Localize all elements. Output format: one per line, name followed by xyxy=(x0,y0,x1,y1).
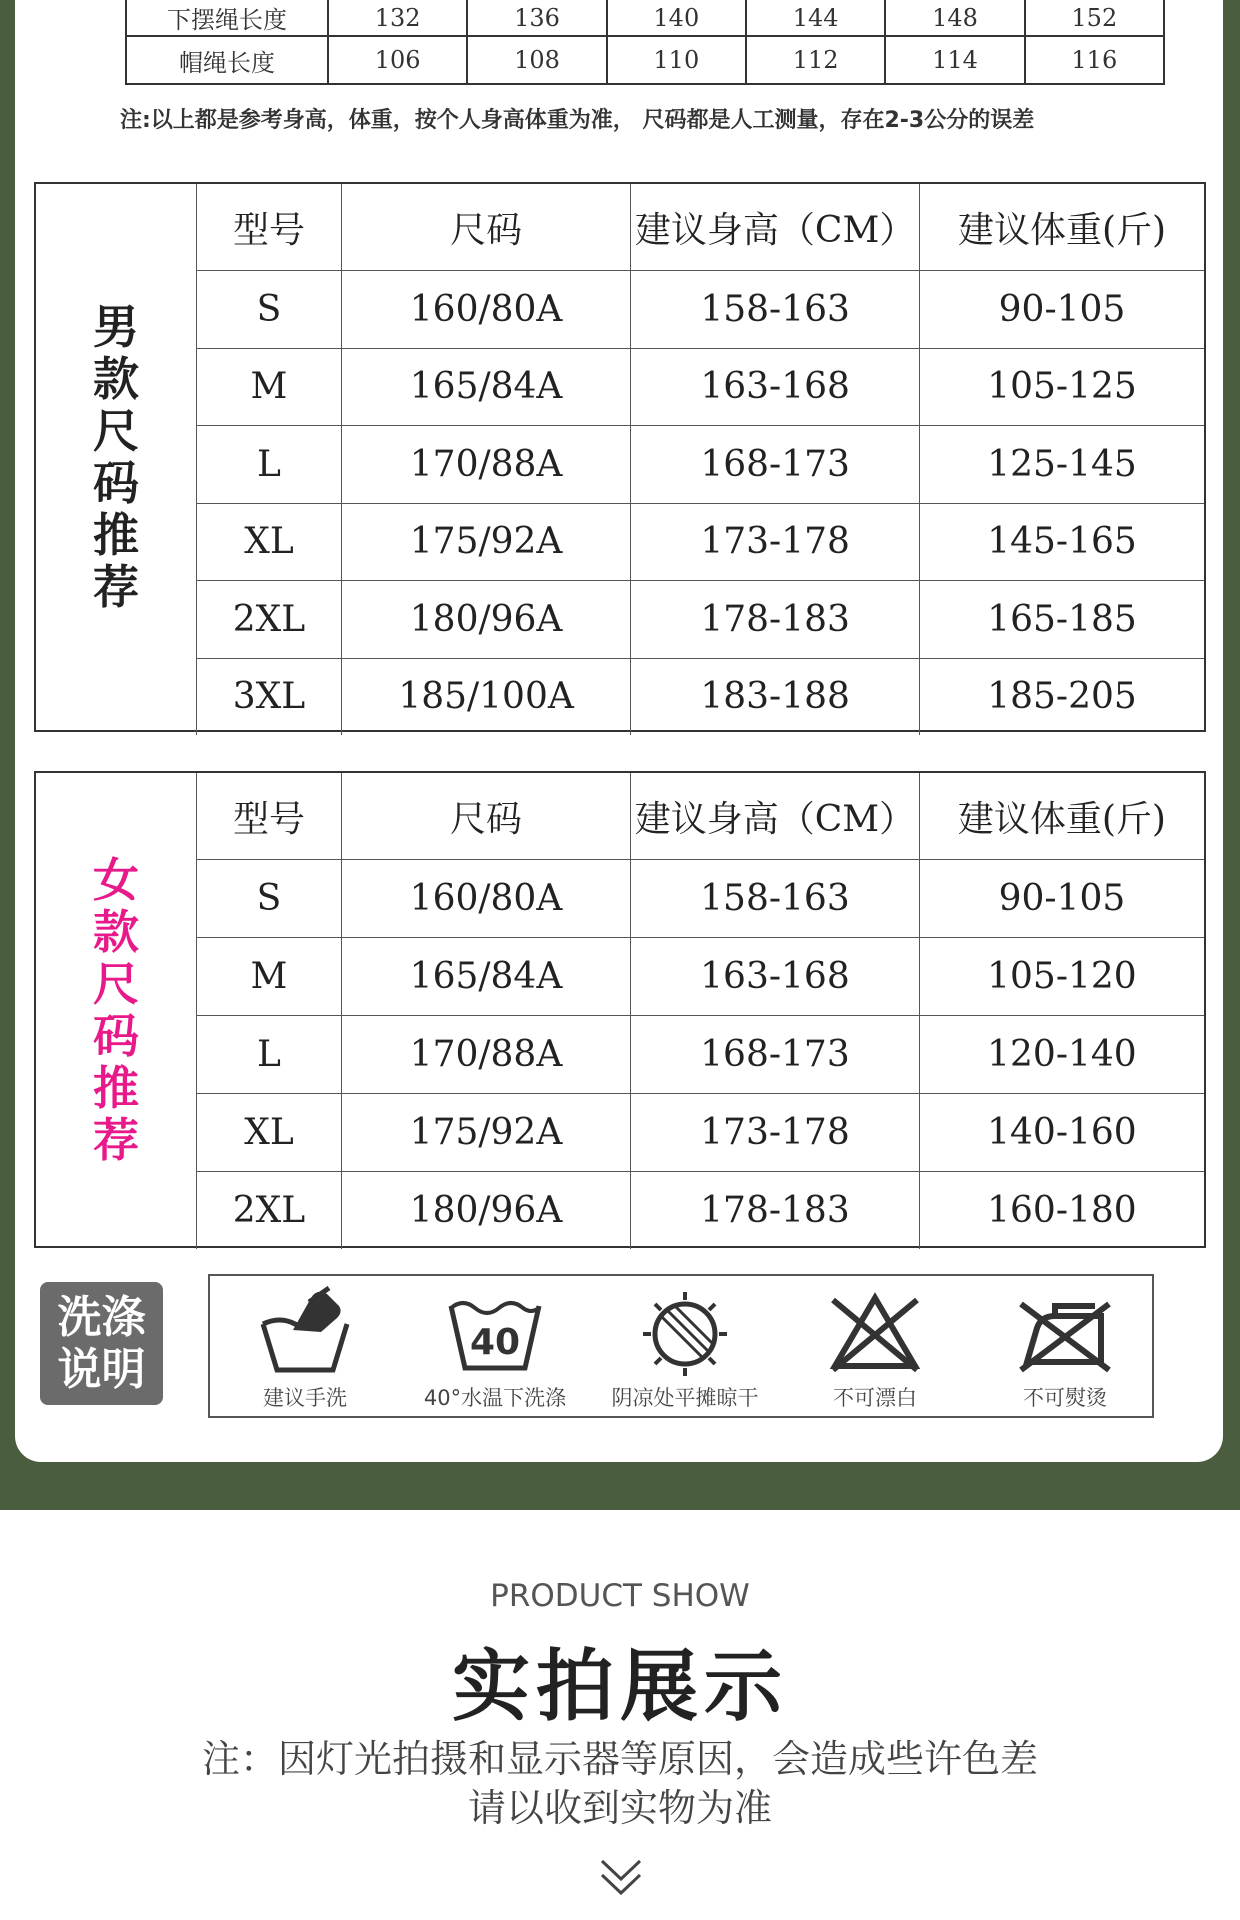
table-row xyxy=(126,0,1164,36)
men-size-block xyxy=(34,182,1206,732)
table-cell: 160/80A xyxy=(341,860,630,938)
title-char: 推 xyxy=(93,1060,139,1115)
table-cell: 158-163 xyxy=(631,860,920,938)
table-cell: 185-205 xyxy=(920,658,1205,735)
title-char: 码 xyxy=(93,1008,139,1063)
title-char: 码 xyxy=(93,456,139,510)
column-header: 建议身高（CM） xyxy=(631,773,920,860)
table-cell: S xyxy=(197,860,342,938)
column-header: 型号 xyxy=(197,184,342,271)
women-title-column xyxy=(36,773,196,1246)
care-item-no-iron xyxy=(970,1276,1160,1416)
table-header-row xyxy=(197,184,1205,271)
table-row xyxy=(197,658,1205,735)
table-cell: 185/100A xyxy=(341,658,630,735)
table-cell: 140-160 xyxy=(919,1094,1204,1172)
table-cell: 165/84A xyxy=(341,938,630,1016)
women-size-block xyxy=(34,771,1206,1248)
table-cell: 175/92A xyxy=(341,503,630,581)
table-cell: 160-180 xyxy=(919,1172,1204,1250)
table-cell: 140 xyxy=(607,0,746,36)
table-cell: 2XL xyxy=(197,581,342,659)
care-label: 40°水温下洗涤 xyxy=(423,1386,567,1410)
table-cell: 168-173 xyxy=(631,426,920,504)
table-cell: XL xyxy=(197,1094,342,1172)
table-row xyxy=(197,581,1205,659)
title-char: 荐 xyxy=(93,1112,139,1167)
wash-40-icon xyxy=(445,1286,545,1376)
care-badge-line: 说明 xyxy=(57,1343,146,1395)
table-cell: M xyxy=(197,938,342,1016)
table-cell: 183-188 xyxy=(631,658,920,735)
care-instructions-box xyxy=(208,1274,1154,1418)
care-label: 阴凉处平摊晾干 xyxy=(611,1386,759,1410)
table-cell: 2XL xyxy=(197,1172,342,1250)
table-cell: 178-183 xyxy=(631,1172,920,1250)
table-row xyxy=(197,1094,1205,1172)
title-char: 款 xyxy=(93,904,139,959)
table-cell: 132 xyxy=(328,0,467,36)
table-cell: XL xyxy=(197,503,342,581)
chevron-down-icon xyxy=(600,1857,642,1901)
shade-dry-icon xyxy=(635,1286,735,1376)
table-cell: 145-165 xyxy=(920,503,1205,581)
product-show-title: 实拍展示 xyxy=(451,1642,788,1732)
care-item-wash-40 xyxy=(400,1276,590,1416)
row-label: 帽绳长度 xyxy=(126,36,328,84)
wash-temp-number: 40 xyxy=(469,1322,521,1363)
title-char: 尺 xyxy=(93,956,139,1011)
table-cell: 90-105 xyxy=(920,271,1205,349)
measurement-note: 注:以上都是参考身高，体重，按个人身高体重为准， 尺码都是人工测量，存在2-3公分的误差 xyxy=(120,108,1035,133)
title-char: 尺 xyxy=(93,404,139,458)
table-cell: 160/80A xyxy=(341,271,630,349)
table-row xyxy=(197,1172,1205,1250)
column-header: 尺码 xyxy=(341,184,630,271)
table-cell: 173-178 xyxy=(631,1094,920,1172)
table-cell: L xyxy=(197,1016,342,1094)
table-cell: 170/88A xyxy=(341,1016,630,1094)
table-header-row xyxy=(197,773,1205,860)
care-item-no-bleach xyxy=(780,1276,970,1416)
table-row xyxy=(197,860,1205,938)
title-char: 推 xyxy=(93,508,139,562)
table-cell: 170/88A xyxy=(341,426,630,504)
table-cell: L xyxy=(197,426,342,504)
table-row xyxy=(197,503,1205,581)
table-cell: 148 xyxy=(885,0,1024,36)
column-header: 建议体重(斤) xyxy=(919,773,1204,860)
column-header: 尺码 xyxy=(341,773,630,860)
care-badge-line: 洗涤 xyxy=(57,1291,146,1343)
table-cell: 165/84A xyxy=(341,348,630,426)
table-cell: S xyxy=(197,271,342,349)
table-row xyxy=(197,348,1205,426)
table-cell: 163-168 xyxy=(631,938,920,1016)
table-cell: 180/96A xyxy=(341,581,630,659)
cord-length-table xyxy=(125,0,1165,85)
table-cell: 3XL xyxy=(197,658,342,735)
title-char: 女 xyxy=(93,852,139,907)
table-cell: 116 xyxy=(1025,36,1164,84)
care-label: 不可熨烫 xyxy=(1023,1386,1107,1410)
color-note-line2: 请以收到实物为准 xyxy=(467,1786,772,1830)
care-badge xyxy=(40,1282,163,1405)
table-cell: 168-173 xyxy=(631,1016,920,1094)
column-header: 建议身高（CM） xyxy=(631,184,920,271)
table-cell: 90-105 xyxy=(919,860,1204,938)
table-row xyxy=(197,426,1205,504)
table-cell: 110 xyxy=(607,36,746,84)
table-row xyxy=(197,1016,1205,1094)
table-cell: 178-183 xyxy=(631,581,920,659)
table-cell: 105-120 xyxy=(919,938,1204,1016)
care-item-shade-dry xyxy=(590,1276,780,1416)
table-cell: 144 xyxy=(746,0,885,36)
care-label: 不可漂白 xyxy=(833,1386,917,1410)
table-cell: 105-125 xyxy=(920,348,1205,426)
row-label: 下摆绳长度 xyxy=(126,0,328,36)
table-row xyxy=(126,36,1164,84)
title-char: 荐 xyxy=(93,560,139,614)
table-cell: 175/92A xyxy=(341,1094,630,1172)
table-cell: 106 xyxy=(328,36,467,84)
care-label: 建议手洗 xyxy=(263,1386,347,1410)
table-cell: 125-145 xyxy=(920,426,1205,504)
no-bleach-icon xyxy=(825,1286,925,1376)
color-note-line1: 注：因灯光拍摄和显示器等原因，会造成些许色差 xyxy=(201,1737,1038,1781)
table-cell: 163-168 xyxy=(631,348,920,426)
table-row xyxy=(197,271,1205,349)
title-char: 男 xyxy=(93,300,139,354)
column-header: 建议体重(斤) xyxy=(920,184,1205,271)
men-size-table xyxy=(196,184,1204,735)
table-cell: 136 xyxy=(467,0,606,36)
men-size-title xyxy=(93,301,139,613)
table-cell: 114 xyxy=(885,36,1024,84)
care-item-hand-wash xyxy=(210,1276,400,1416)
product-show-en-title: PRODUCT SHOW xyxy=(490,1578,750,1614)
hand-wash-icon xyxy=(255,1286,355,1376)
table-cell: 158-163 xyxy=(631,271,920,349)
table-cell: 165-185 xyxy=(920,581,1205,659)
column-header: 型号 xyxy=(197,773,342,860)
women-size-title xyxy=(93,854,139,1166)
table-cell: M xyxy=(197,348,342,426)
table-cell: 120-140 xyxy=(919,1016,1204,1094)
table-cell: 180/96A xyxy=(341,1172,630,1250)
women-size-table xyxy=(196,773,1204,1249)
table-cell: 152 xyxy=(1025,0,1164,36)
table-cell: 173-178 xyxy=(631,503,920,581)
men-title-column xyxy=(36,184,196,730)
table-row xyxy=(197,938,1205,1016)
no-iron-icon xyxy=(1015,1286,1115,1376)
table-cell: 112 xyxy=(746,36,885,84)
table-cell: 108 xyxy=(467,36,606,84)
title-char: 款 xyxy=(93,352,139,406)
